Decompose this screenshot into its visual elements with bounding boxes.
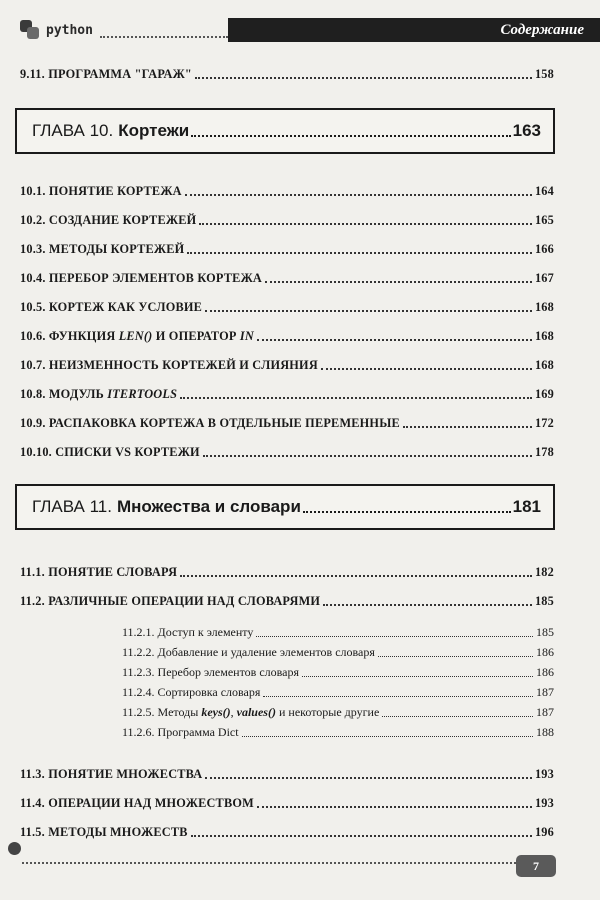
chapter-label: ГЛАВА 11. (32, 497, 112, 516)
toc-entry-10-6[interactable]: 10.6. ФУНКЦИЯ LEN() И ОПЕРАТОР IN 168 (20, 329, 554, 343)
toc-entry-11-4[interactable]: 11.4. ОПЕРАЦИИ НАД МНОЖЕСТВОМ 193 (20, 796, 554, 810)
toc-entry-10-8[interactable]: 10.8. МОДУЛЬ ITERTOOLS 169 (20, 387, 554, 401)
toc-entry-10-3[interactable]: 10.3. МЕТОДЫ КОРТЕЖЕЙ 166 (20, 242, 554, 256)
chapter-label: ГЛАВА 10. (32, 121, 114, 140)
chapter-title: Множества и словари (116, 497, 301, 516)
toc-entry-11-1[interactable]: 11.1. ПОНЯТИЕ СЛОВАРЯ 182 (20, 565, 554, 579)
chapter-page: 181 (512, 497, 541, 516)
footer-bullet-icon (8, 842, 21, 855)
toc-entry-10-7[interactable]: 10.7. НЕИЗМЕННОСТЬ КОРТЕЖЕЙ И СЛИЯНИЯ 168 (20, 358, 554, 372)
toc-entry-9-11[interactable]: 9.11. ПРОГРАММА "ГАРАЖ" 158 (20, 67, 554, 81)
chapter-11-heading[interactable] (15, 484, 555, 530)
page-number: 7 (516, 855, 556, 877)
chapter-title: Кортежи (118, 121, 190, 140)
header-divider (100, 36, 228, 38)
toc-entry-11-3[interactable]: 11.3. ПОНЯТИЕ МНОЖЕСТВА 193 (20, 767, 554, 781)
toc-entry-10-1[interactable]: 10.1. ПОНЯТИЕ КОРТЕЖА 164 (20, 184, 554, 198)
toc-subentry-11-2-6[interactable]: 11.2.6. Программа Dict 188 (122, 725, 554, 739)
toc-subentry-11-2-3[interactable]: 11.2.3. Перебор элементов словаря 186 (122, 665, 554, 679)
toc-entry-11-2[interactable]: 11.2. РАЗЛИЧНЫЕ ОПЕРАЦИИ НАД СЛОВАРЯМИ 185 (20, 594, 554, 608)
toc-entry-10-9[interactable]: 10.9. РАСПАКОВКА КОРТЕЖА В ОТДЕЛЬНЫЕ ПЕРЕМЕННЫЕ 172 (20, 416, 554, 430)
python-logo-icon (20, 20, 40, 40)
logo-text: python (46, 22, 93, 38)
toc-entry-10-5[interactable]: 10.5. КОРТЕЖ КАК УСЛОВИЕ 168 (20, 300, 554, 314)
page-header (0, 0, 600, 48)
toc-subentry-11-2-5[interactable]: 11.2.5. Методы keys(), values() и некоторые другие 187 (122, 705, 554, 719)
section-title: Содержание (228, 18, 600, 42)
python-logo (20, 20, 93, 40)
toc-entry-10-10[interactable]: 10.10. СПИСКИ VS КОРТЕЖИ 178 (20, 445, 554, 459)
toc-entry-10-2[interactable]: 10.2. СОЗДАНИЕ КОРТЕЖЕЙ 165 (20, 213, 554, 227)
footer-divider (22, 862, 516, 864)
chapter-10-heading[interactable] (15, 108, 555, 154)
toc-entry-10-4[interactable]: 10.4. ПЕРЕБОР ЭЛЕМЕНТОВ КОРТЕЖА 167 (20, 271, 554, 285)
toc-subentry-11-2-4[interactable]: 11.2.4. Сортировка словаря 187 (122, 685, 554, 699)
toc-subentry-11-2-2[interactable]: 11.2.2. Добавление и удаление элементов словаря 186 (122, 645, 554, 659)
toc-subentry-11-2-1[interactable]: 11.2.1. Доступ к элементу 185 (122, 625, 554, 639)
chapter-page: 163 (512, 121, 541, 140)
toc-entry-11-5[interactable]: 11.5. МЕТОДЫ МНОЖЕСТВ 196 (20, 825, 554, 839)
